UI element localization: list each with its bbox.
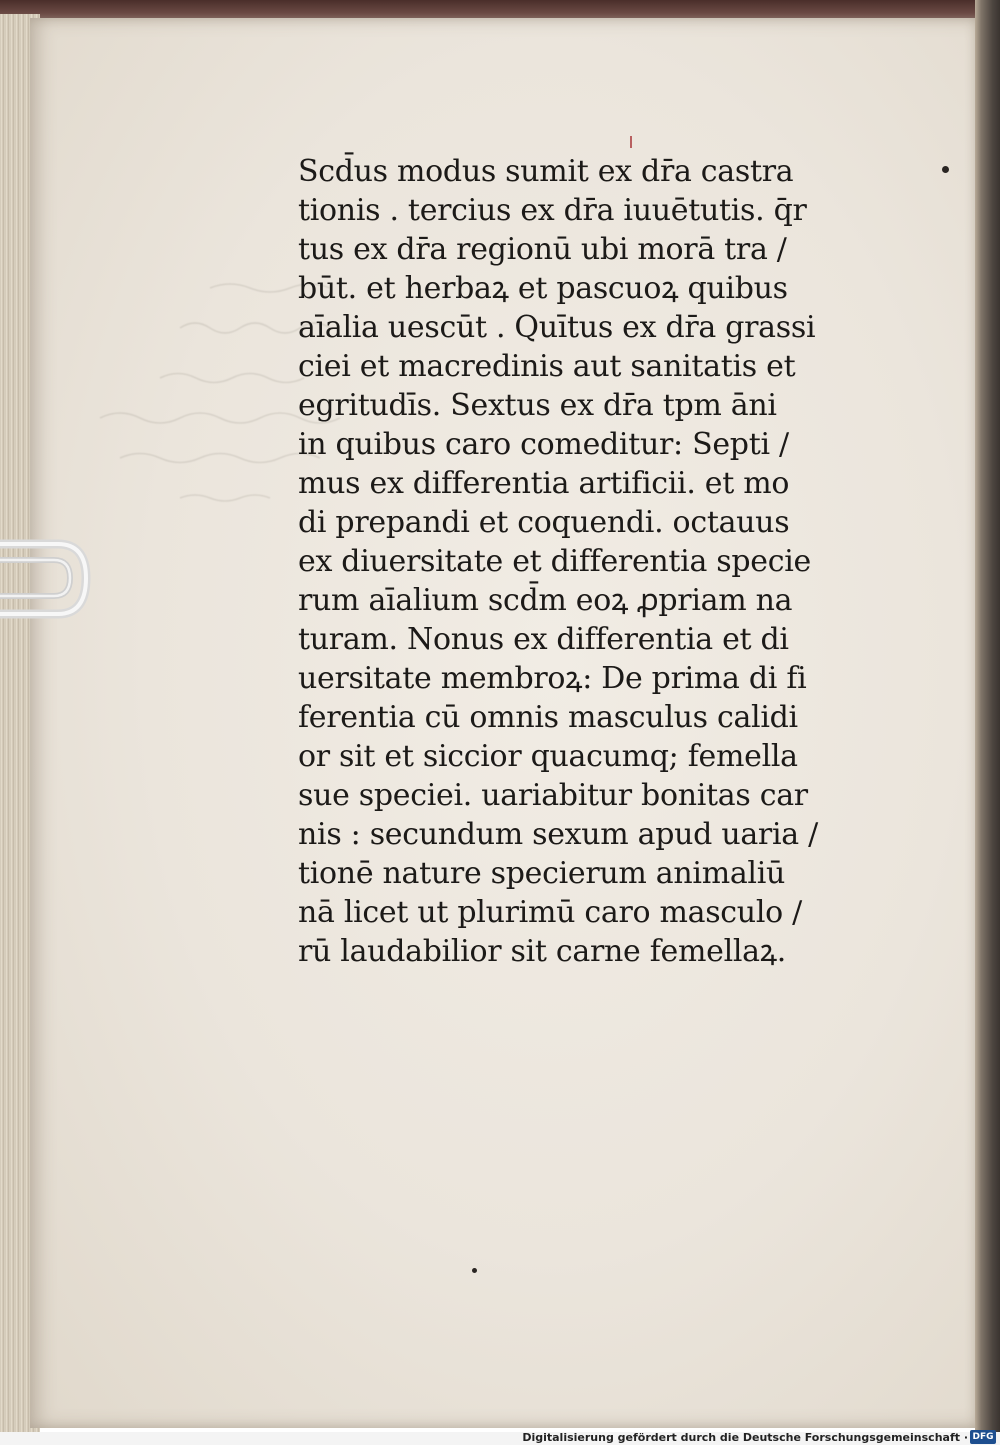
text-line: tionis . tercius ex dr̄a iuuētutis. q̄r <box>298 193 807 228</box>
text-line: in quibus caro comeditur: Septi / <box>298 427 789 462</box>
text-line: būt. et herbaꝝ et pascuoꝝ quibus <box>298 271 788 306</box>
text-line: sue speciei. uariabitur bonitas car <box>298 778 808 813</box>
text-line: uersitate membroꝝ: De prima di fi <box>298 661 807 696</box>
funding-credit: Digitalisierung gefördert durch die Deutsche Forschungsgemeinschaft · <box>522 1431 968 1444</box>
text-line: Scd̄us modus sumit ex dr̄a castra <box>298 154 794 189</box>
text-line: tionē nature specierum animaliū <box>298 856 786 891</box>
text-line: nis : secundum sexum apud uaria / <box>298 817 818 852</box>
margin-ink-dot <box>472 1268 477 1273</box>
text-line: egritudīs. Sextus ex dr̄a tpm āni <box>298 388 777 423</box>
margin-ink-dot <box>942 166 949 173</box>
text-line: nā licet ut plurimū caro masculo / <box>298 895 802 930</box>
paper-clip-icon <box>0 530 92 640</box>
printed-text-block <box>298 152 858 971</box>
text-line: rum aīalium scd̄m eoꝝ ꝓpriam na <box>298 583 793 618</box>
scan-background-right <box>975 0 1000 1445</box>
text-line: mus ex differentia artificii. et mo <box>298 466 790 501</box>
text-line: turam. Nonus ex differentia et di <box>298 622 789 657</box>
text-line: tus ex dr̄a regionū ubi morā tra / <box>298 232 787 267</box>
text-line: ferentia cū omnis masculus calidi <box>298 700 798 735</box>
text-line: di prepandi et coquendi. octauus <box>298 505 790 540</box>
text-line: aīalia uescūt . Quītus ex dr̄a grassi <box>298 310 816 345</box>
dfg-logo: DFG <box>970 1430 996 1444</box>
text-line: ex diuersitate et differentia specie <box>298 544 811 579</box>
margin-red-mark <box>630 136 632 148</box>
text-line: rū laudabilior sit carne femellaꝝ. <box>298 934 787 969</box>
text-line: ciei et macredinis aut sanitatis et <box>298 349 796 384</box>
text-line: or sit et siccior quacumq; femella <box>298 739 798 774</box>
